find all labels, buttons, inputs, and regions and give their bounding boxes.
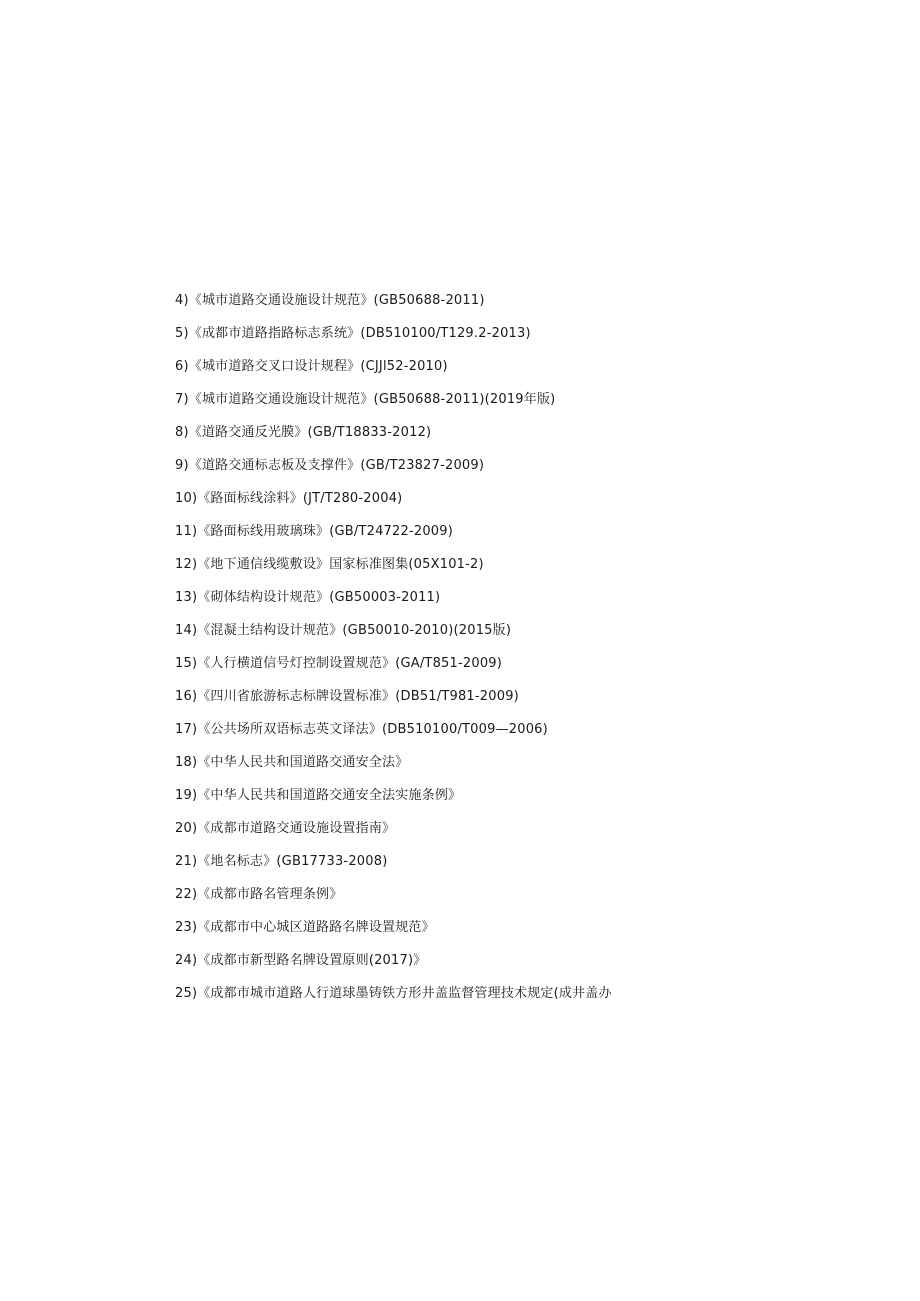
reference-item: 21)《地名标志》(GB17733-2008) bbox=[175, 854, 388, 869]
reference-item: 17)《公共场所双语标志英文译法》(DB510100/T009—2006) bbox=[175, 722, 548, 737]
reference-item: 24)《成都市新型路名牌设置原则(2017)》 bbox=[175, 953, 427, 968]
reference-item: 8)《道路交通反光膜》(GB/T18833-2012) bbox=[175, 425, 432, 440]
reference-item: 19)《中华人民共和国道路交通安全法实施条例》 bbox=[175, 788, 462, 803]
reference-item: 20)《成都市道路交通设施设置指南》 bbox=[175, 821, 396, 836]
reference-list bbox=[175, 291, 875, 1017]
reference-item: 9)《道路交通标志板及支撑件》(GB/T23827-2009) bbox=[175, 458, 485, 473]
reference-item: 13)《砌体结构设计规范》(GB50003-2011) bbox=[175, 590, 441, 605]
reference-item: 18)《中华人民共和国道路交通安全法》 bbox=[175, 755, 409, 770]
reference-item: 14)《混凝土结构设计规范》(GB50010-2010)(2015版) bbox=[175, 623, 512, 638]
reference-item: 25)《成都市城市道路人行道球墨铸铁方形井盖监督管理技术规定(成井盖办 bbox=[175, 986, 612, 1001]
reference-item: 22)《成都市路名管理条例》 bbox=[175, 887, 343, 902]
reference-item: 16)《四川省旅游标志标牌设置标准》(DB51/T981-2009) bbox=[175, 689, 519, 704]
reference-item: 4)《城市道路交通设施设计规范》(GB50688-2011) bbox=[175, 293, 485, 308]
reference-item: 15)《人行横道信号灯控制设置规范》(GA/T851-2009) bbox=[175, 656, 503, 671]
reference-item: 6)《城市道路交叉口设计规程》(CJJl52-2010) bbox=[175, 359, 448, 374]
reference-item: 11)《路面标线用玻璃珠》(GB/T24722-2009) bbox=[175, 524, 454, 539]
reference-item: 7)《城市道路交通设施设计规范》(GB50688-2011)(2019年版) bbox=[175, 392, 556, 407]
reference-item: 23)《成都市中心城区道路路名牌设置规范》 bbox=[175, 920, 435, 935]
reference-item: 5)《成都市道路指路标志系统》(DB510100/T129.2-2013) bbox=[175, 326, 531, 341]
reference-item: 12)《地下通信线缆敷设》国家标准图集(05X101-2) bbox=[175, 557, 484, 572]
reference-item: 10)《路面标线涂料》(JT/T280-2004) bbox=[175, 491, 403, 506]
